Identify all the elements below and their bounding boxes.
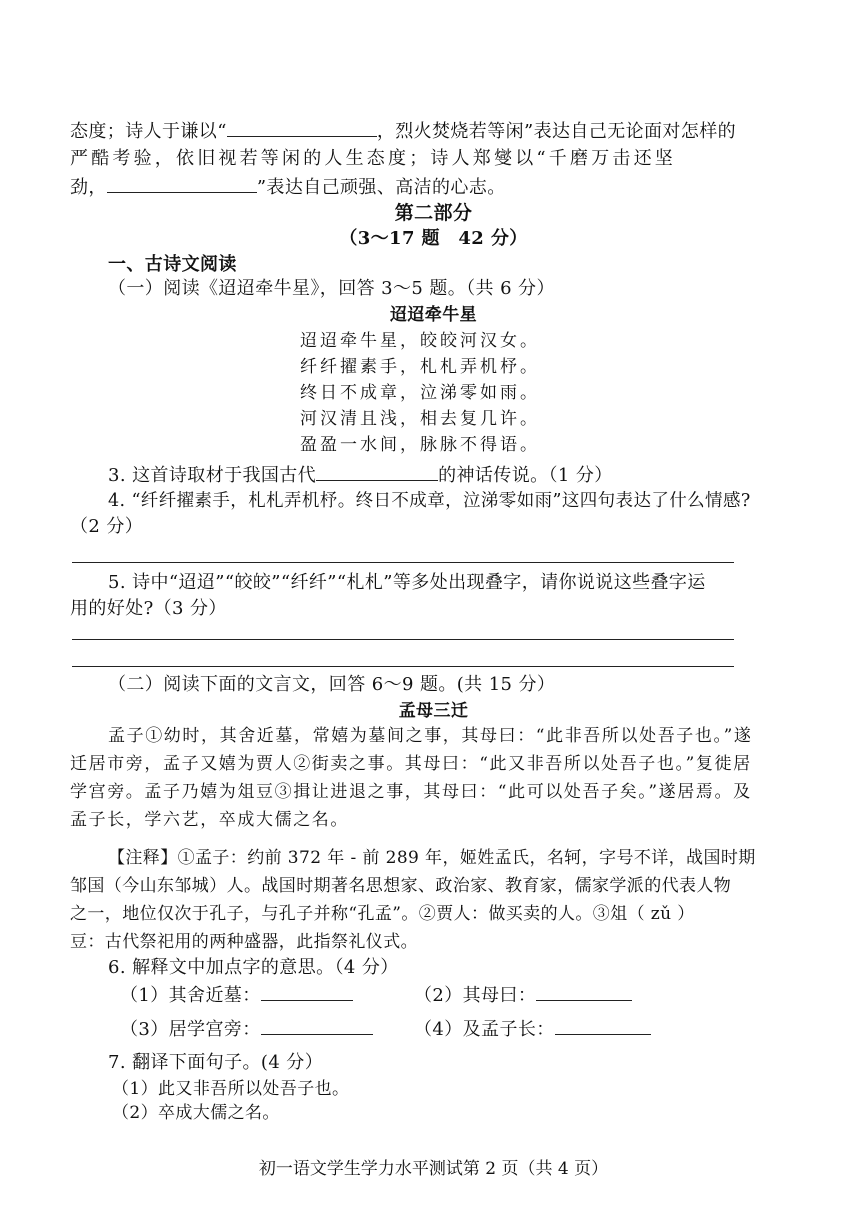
text: （3）居学宫旁： <box>120 1019 261 1040</box>
notes-line: 豆：古代祭祀用的两种盛器，此指祭礼仪式。 <box>70 932 418 952</box>
text: （4）及孟子长： <box>414 1019 555 1040</box>
notes-line: 之一，地位仅次于孔子，与孔子并称“孔孟”。②贾人：做买卖的人。③俎（ zǔ ） <box>70 904 695 924</box>
article-title: 孟母三迁 <box>398 701 469 721</box>
article-line: 孟子①幼时，其舍近墓，常嬉为墓间之事，其母曰：“此非吾所以处吾子也。”遂 <box>108 726 753 746</box>
question-6-item <box>414 982 632 1009</box>
notes-line: 邹国（今山东邹城）人。战国时期著名思想家、政治家、教育家，儒家学派的代表人物 <box>70 876 732 896</box>
question-7-item: （2）卒成大儒之名。 <box>112 1103 280 1123</box>
page-footer: 初一语文学生学力水平测试第 2 页（共 4 页） <box>258 1159 609 1179</box>
subsection-heading: （一）阅读《迢迢牵牛星》，回答 3～5 题。（共 6 分） <box>108 278 555 299</box>
text: 的神话传说。（1 分） <box>438 465 613 486</box>
answer-line[interactable] <box>72 666 734 667</box>
question-5-cont: 用的好处?（3 分） <box>70 598 227 619</box>
question-6-item <box>120 982 353 1009</box>
text-line <box>70 174 506 201</box>
text: ”表达自己顽强、高洁的心志。 <box>256 177 506 198</box>
subsection-heading: （二）阅读下面的文言文，回答 6～9 题。(共 15 分） <box>108 674 556 695</box>
text: 劲， <box>70 177 107 198</box>
question-4: 4. “纤纤擢素手，札札弄机杼。终日不成章，泣涕零如雨”这四句表达了什么情感? <box>108 491 751 511</box>
part-range: （3～17 题 42 分） <box>339 228 528 249</box>
fill-blank[interactable] <box>227 118 377 137</box>
answer-line[interactable] <box>72 639 734 640</box>
fill-blank[interactable] <box>261 982 353 1001</box>
question-4-score: （2 分） <box>70 516 144 537</box>
article-line: 学宫旁。孟子乃嬉为俎豆③揖让进退之事，其母曰：“此可以处吾子矣。”遂居焉。及 <box>70 782 752 802</box>
poem-line: 纤纤擢素手，札札弄机杼。 <box>300 357 540 377</box>
question-6: 6. 解释文中加点字的意思。（4 分） <box>108 957 399 978</box>
section-heading: 一、古诗文阅读 <box>108 254 237 275</box>
text: （2）其母曰： <box>414 985 537 1006</box>
question-7: 7. 翻译下面句子。(4 分） <box>108 1052 324 1073</box>
notes-line: 【注释】①孟子：约前 372 年 - 前 289 年，姬姓孟氏，名轲，字号不详，战国时期 <box>108 848 756 868</box>
text-line <box>70 118 736 145</box>
question-3 <box>108 462 613 489</box>
fill-blank[interactable] <box>261 1016 373 1035</box>
fill-blank[interactable] <box>555 1016 651 1035</box>
text: ，烈火焚烧若等闲”表达自己无论面对怎样的 <box>376 121 737 142</box>
answer-line[interactable] <box>72 562 734 563</box>
part-title: 第二部分 <box>394 202 473 224</box>
poem-line: 迢迢牵牛星，皎皎河汉女。 <box>300 331 540 351</box>
poem-line: 终日不成章，泣涕零如雨。 <box>300 383 540 403</box>
text: 态度；诗人于谦以“ <box>70 121 227 142</box>
article-line: 迁居市旁，孟子又嬉为贾人②街卖之事。其母曰：“此又非吾所以处吾子也。”复徙居 <box>70 754 752 774</box>
fill-blank[interactable] <box>316 462 438 481</box>
question-6-item <box>414 1016 651 1043</box>
question-5: 5. 诗中“迢迢”“皎皎”“纤纤”“札札”等多处出现叠字，请你说说这些叠字运 <box>108 572 706 593</box>
question-7-item: （1）此又非吾所以处吾子也。 <box>112 1079 350 1099</box>
poem-title: 迢迢牵牛星 <box>390 305 477 325</box>
fill-blank[interactable] <box>536 982 632 1001</box>
text-line: 严酷考验，依旧视若等闲的人生态度；诗人郑燮以“千磨万击还坚 <box>70 148 676 169</box>
question-6-item <box>120 1016 373 1043</box>
text: （1）其舍近墓： <box>120 985 261 1006</box>
poem-line: 河汉清且浅，相去复几许。 <box>300 409 540 429</box>
poem-line: 盈盈一水间，脉脉不得语。 <box>300 435 540 455</box>
article-line: 孟子长，学六艺，卒成大儒之名。 <box>70 810 349 830</box>
text: 3. 这首诗取材于我国古代 <box>108 465 317 486</box>
fill-blank[interactable] <box>107 174 257 193</box>
